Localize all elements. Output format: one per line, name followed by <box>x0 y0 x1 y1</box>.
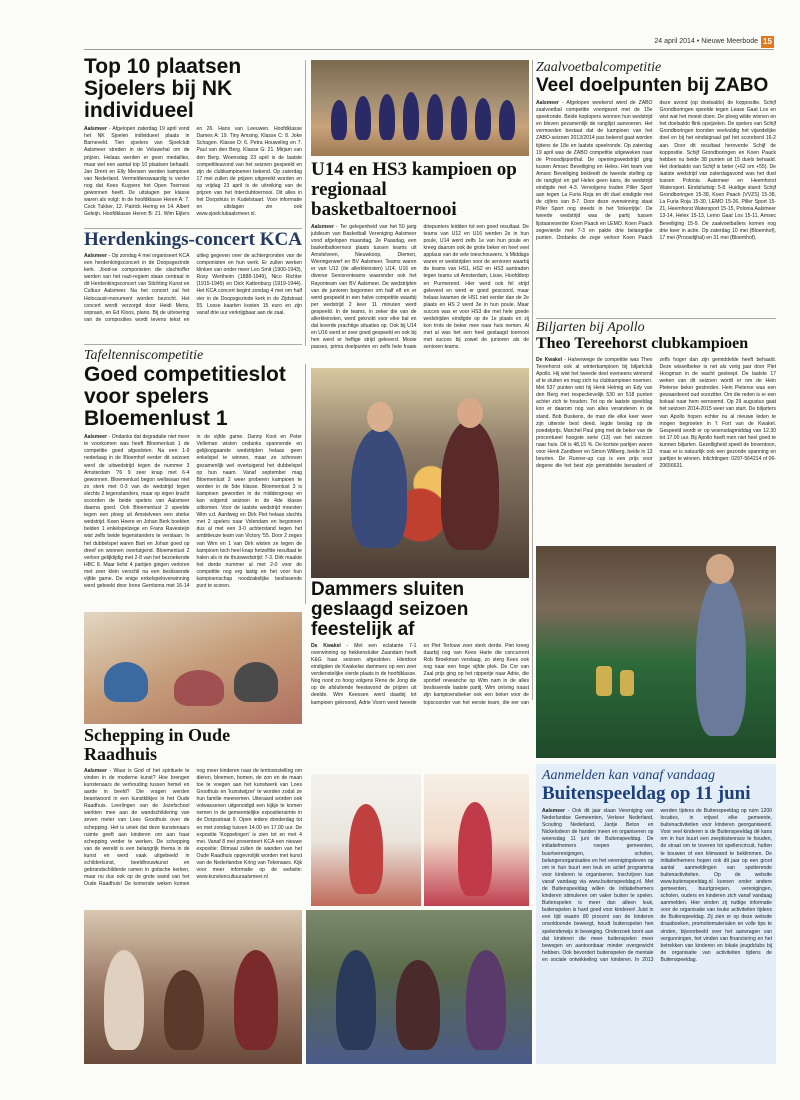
article-tafeltennis <box>84 348 302 608</box>
dammers-photo <box>311 368 529 578</box>
buitenspeeldag-photo-girl <box>424 774 529 906</box>
article-dammers <box>311 579 529 706</box>
schepping-photo-painting <box>311 774 421 906</box>
article-biljarten <box>536 320 776 542</box>
body-text: - Ter gelegenheid van het 50 jarig jubileum van Basketball Vereniging Aalsmeer vond afgelopen maandag, 2e Paasdag, een basketbaltoernooi plaats tussen teams uit Amstelveen, Nieuwkoop, Diemen, Wieringerwerf en BV Aalsmeer. Teams waren er van U12 (de allerkleinsten) U14, U16 en diverse Seniorenteams waaronder ook het Rayonteam van BV Aalsmeer. De wedstrijden van de junioren begonnen om half elf en er werd gespeeld in een halve competitie waarbij per wedstrijd 2 keer 11 minuten werd gespeeld. In de teams, in zeker die van de allerkleinsten, werd geknokt voor elke bal en dat leverde prachtige situaties op. Ook bij U14 en U16 werd er zeer goed gespeeld en ook bij hen werd er heftige strijd geleverd. Mooie passes, prima doelpunten en zelfs hele fraaie driepunters leidden tot een goed resultaat. De teams van U12 en U16 werden 2e in hun poule, U14 werd zelfs 1e van hun poule en kreeg daarom ook de grote beker en heel veel applaus van de vele toeschouwers. 's Middags waren er wedstrijden voor de senioren waarbij de teams van HS1, HS2 en HS3 aantraden tegen teams uit Amsterdam, Lisse, Hoofddorp en Purmerend. Hier werd ook fel strijd geleverd en werd er goed gescoord, maar helaas kwamen de HS1 niet verder dan de 2e plaats en HS 2 werd 3e in hun poule. Maar succes was er voor HS3 die met hele goede wedstrijden eindigde op de 1e plaats en zij kon trots de beker mee naar huis nemen. Al met al was het een heel geslaagd toernooi met succes bij zowel de junioren als de senioren teams. <box>311 223 529 351</box>
body-text: - Op zondag 4 mei organiseert KCA een herdenkingsconcert in de Doopsgezinde kerk. Jood-se componisten die slachtoffer werden van het nazi-regiem staan centraal in dit Herdenkingsconcert van Stichting Kunst en Cultuur Aalsmeer. Na het concert zal het Holocaust-monument worden bezocht. Het concert wordt verzorgd door Heidi Mens, sopraan, en Ed Kloos, piano. Bij de uitvoering van de composities wordt tevens tekst en uitleg gegeven over de achtergronden van de componisten en hun werk. Er zullen werken klinken van onder meer Leo Smit (1900-1943), Rosy Wertheim (1888-1949), Nico Richter (1915-1945) en Dick Kattenburg (1919-1944). Het KCA concert begint zondag 4 mei om half vier in de Doopsgezinde kerk in de Zijdstraat 55. Losse kaarten kosten 15 euro en zijn vanaf drie uur verkrijgbaar aan de zaal. <box>84 252 302 323</box>
body-text: - Ook dit jaar slaan Vereniging van Nederlandse Gemeenten, Verkeer Nederland, Scouting Nederland, Jantje Beton en Nickelodeon de handen ineen en organiseren op woensdag 11 juni de Buitenspeeldag. De initiatiefnemers roepen gemeenten, buurtverenigingen, scholen, belangenorganisaties en het verenigingsleven op om in hun buurt een leuk en actief programma voor kinderen te organiseren. Inschrijven kan vanaf vandaag via www.buitenspeeldag.nl. Met de Buitenspeeldag willen de initiatiefnemers kinderen stimuleren om vaker buiten te spelen. Buitenspelen is meer dan alleen leuk, buitenspelen is hard goed voor kinderen! Juist in een tijd waarin 80 procent van de kinderen onvoldoende beweegt, houdt buitenspelen hen spelenderwijs in beweging. Onderzoek toont aan dat kinderen die meer buitenspelen meer bewegen en aantoonbaar minder overgewicht hebben. Ook bevordert buitenspelen de mentale en sociale ontwikkeling van kinderen. In 2013 werden tijdens de Buitenspeeldag op ruim 1200 locaties, in vrijwel elke gemeente, buitenactiviteiten voor kinderen georganiseerd. Voor veel kinderen is de Buitenspeeldag dé kans om in hun buurt een zeepkistenrace te houden, de straat om te toveren tot spellencircuit, hutten te bouwen of een klimwand te beklimmen. De initiatiefnemers hopen ook dit jaar op een groot aantal aanmeldingen van spetterende buitenactiviteiten. Op de website www.buitenspeeldag.nl kunnen onder andere gemeenten, buurtgroepen, verenigingen, scholen, ouders en kinderen zich vanaf vandaag aanmelden. Hier vinden zij nuttige informatie voor de organisatie van leuke activiteiten tijdens de Buitenspeeldag. Zij zien er op deze website draaiboeken, promotiematerialen en volle tips te vinden, bijvoorbeeld over het aanvragen van vergunningen, het vinden van financiering en het betrekken van kinderen en lokale jeugdclubs bij de organisatie van activiteiten tijdens de Buitenspeeldag. <box>542 807 772 963</box>
billiards-photo <box>536 546 776 758</box>
basketball-team-photo <box>311 60 529 156</box>
body-text: - Waar is God of het spirituele te vinden in de moderne kunst? Hoe brengen kunstenaars de verhouding tussen hemel en aarde in beeld? Die vragen werden beantwoord in een kunstklikjes in het Oude Raadhuis. Leerlingen van de Jozefschool werkten mee aan de wandschildering van zeven meter van Loes Groothuis over de schepping. Het is uniek dat deze kunstenaars ruimte geeft aan kinderen om aan haar schepping verder te werken. De schepping van de wereld is een belangrijk thema in de kunst en werd vaak uitgebeeld in schilderkunst, beeldhouwkunst en gebrandschilderde ramen in gotische kerken, maar nu dus ook op de grote wand van het Oude Raadhuis! De komende weken komen nog meer kinderen naar de tentoonstelling om dieren, bloemen, bomen, de zon en de maan toe te voegen aan het kunstwerk van Loes Groothuis en 'kunstwijzer' te worden zodat ze hun familie meenemen. Uiteraard worden ook volwassenen uitgenodigd een kijkje te komen nemen in de gemeentelijke expositieruimte in de Dorpsstraat 9. Open iedere donderdag tot en met zondag tussen 14.00 en 17.00 uur. De expositie 'Koppelingen' is zien tot en met 4 mei. Vanaf 8 mei presenteert KCA een nieuwe expositie: Ditmaal zullen de wanden van het Oude Raadhuis opgevrolijkt worden met kunst van de Nederlandse Kring van Tekenaars. Kijk voor meer informatie op de website: www.kunstencultuuraalsmeer.nl <box>84 767 302 888</box>
dateline: Aalsmeer <box>84 126 107 133</box>
article-body <box>536 357 776 529</box>
body-text: - Afgelopen zaterdag 19 april vond het NK Sjoelen individueel plaats in Barneveld. Tien sjoelers van Sjoelclub Aalsmeer streden in de Veluwehal om de prijzen. Helaas werden er geen medailles, maar wel een aantal top 10 plaatsen behaald. Jan Drent en Elly Mensen werden kampioen van Nederland. Vermeldenswaardig is verder nog dat Kees Kuypers het Open Toernooi gewonnen heeft. De uitslagen per klasse waren als volgt: In de hoofdklasse Heren A: 7. Cock Tukker, 12. Patrick Hering en 14. Albert Geleijn. Hoofdklasse Heren B: 21. Wim Eijlers en 26. Hans van Leeuwen. Hoofdklasse Dames A: 19. Tiny Amsing. Klasse C: 8. Joke Schagen. Klasse D: 6. Petra Houweling en 7. Paul van den Berg. Klasse G: 21. Mirjam van den Berg. Woensdag 23 april is de laatste competitieavond van het seizoen gespeeld en zijn de clubkampioenen bekend. Op zaterdag 17 mei zullen de prijzen uitgereikt worden en op vrijdag 23 april is de uitreiking van de prijzen van het Interclubtoernooi. Dit alles in het Dorpshuis in Kudelstaart. Voor informatie en uitslagen zie ook www.sjoelclubaalsmeer.nl. <box>84 126 302 218</box>
dateline: Aalsmeer <box>84 434 107 441</box>
dateline: Aalsmeer <box>84 252 107 259</box>
article-body <box>311 224 529 374</box>
buitenspeeldag-photo-kids <box>306 910 532 1064</box>
article-body <box>311 643 529 707</box>
body-text: - Halverwege de competitie was Theo Tereehorst ook al winterkampioen bij biljartclub Apollo. Hij wist het tweede deel eveneens winnend af te sluiten en mag zich nu clubkampioen noemen. Met 537 punten wist hij Henk Helmig en Edy van den Berg met respectievelijk 530 en 518 punten achter zich te houden. Tot op de laatste speeldag kon er daarom nog van alles veranderen in de stand. Bob Buskens, de man die elke keer weer zijn uiterste best deed, legde beslag op de poedelprijs. Marchel Paul ging met de beker van de procentueel hoogste serie (13) van het seizoen naar huis. Dit is 48,15 %. De kortste partijen waren voor Henk Zandbeer en Simon Wilberg, beide in 13 beurten. De Runner-up cup is een prijs voor degene die het best zijn gemiddelde benaderd of zelfs hoger dan zijn gemiddelde heeft behaald. Deze wisselbeker is net als vorig jaar door Piet Hoogman in de wacht gesleept. De laatste 17 weken van dit seizoen wordt er om de Hein Pieterse beker gestreden. Hein Pieterse was een gewaardeerd oud voorzitter. Om die reden is er een bokaal naar hem vernoemd. Op 29 augustus gaat het seizoen 2014-2015 weer van start. De biljarters van Apollo hopen echter nu al nieuwe leden te mogen begroeten in 't Fort van de Kwakel. Gespeeld wordt er op woensdagmiddag van 12.30 tot 17.00 uur. Bij Apollo heeft men niet heel goed te kunnen biljarten. Gezelligheid speelt de boventoon, maar er is natuurlijk ook een gezonde spanning en partijen te winnen. Inlichtingen: 0297-564214 of 06-20656631. <box>536 356 776 470</box>
headline: Top 10 plaatsen Sjoelers bij NK individueel <box>84 55 242 123</box>
article-body <box>84 434 302 630</box>
dateline: Aalsmeer <box>542 807 565 814</box>
article-sjoelers <box>84 56 302 226</box>
headline: Goed competitieslot voor spelers Bloemenlust 1 <box>84 363 286 431</box>
schepping-photo-children <box>84 910 302 1064</box>
headline: Theo Tereehorst clubkampioen <box>536 335 749 352</box>
article-body <box>542 808 772 1056</box>
article-buitenspeeldag <box>542 768 772 1062</box>
divider <box>305 60 306 346</box>
headline: U14 en HS3 kampioen op regionaal basketbaltoernooi <box>311 159 517 220</box>
dateline: Aalsmeer <box>536 99 559 106</box>
page-header <box>0 36 800 52</box>
article-body <box>84 768 302 912</box>
headline: Herdenkings-concert KCA <box>84 229 302 250</box>
dateline: Aalsmeer <box>311 223 334 230</box>
divider <box>305 364 306 604</box>
divider <box>84 344 302 345</box>
page-date: 24 april 2014 • Nieuwe Meerbode <box>654 38 758 45</box>
article-herdenkingsconcert <box>84 230 302 346</box>
schepping-photo-wall <box>84 612 302 724</box>
kicker: Aanmelden kan vanaf vandaag <box>542 768 716 783</box>
headline: Schepping in Oude Raadhuis <box>84 725 231 764</box>
header-rule <box>84 49 774 50</box>
kicker: Tafeltenniscompetitie <box>84 348 204 363</box>
kicker: Biljarten bij Apollo <box>536 320 645 335</box>
article-schepping <box>84 726 302 906</box>
article-basketbal <box>311 160 529 360</box>
headline: Dammers sluiten geslaagd seizoen feestelijk af <box>311 579 469 640</box>
page-number: 15 <box>761 36 774 48</box>
article-zabo <box>536 60 776 318</box>
article-body <box>84 253 302 337</box>
headline: Veel doelpunten bij ZABO <box>536 75 769 96</box>
kicker: Zaalvoetbalcompetitie <box>536 60 662 75</box>
divider <box>536 318 776 319</box>
divider <box>532 60 533 700</box>
body-text: - Ondanks dat degradatie niet meer te voorkomen was heeft Bloemenlust 1 de competitie goed afgesloten. Na een 1-9 nederlaag in de Bloemhof eerder dit seizoen werd de uitwedstrijd tegen de nummer 3 Amsterdam '76 9 zeer knap met 6-4 gewonnen. Bloemenlust begon wellswaar niet zo sterk met 0-3 van de wedstrijd tegen slechts 2 tegenstanders, maar op eigen kracht scoorden de beide spelers van Aalsmeer daarna goed. Ook Bloemenlust 2 speelde tegen een ploeg uit Amstelveen een sterke wedstrijd. Koen Heere en Johan Berk boekten beiden 1 enkelspelzege en Frans Ravesteijn wist zelfs beide tegenstanders te verslaan. In het dubbelspel waren Bart en Johan goed op dreef en wonnen overtuigend. Bloemenlust 2 verloor gelijktijdig met 2-8 van het bezoekende HBC 8. Maar liefst 4 partijen gingen verloren met zeer klein verschil na een beslissende vijfde game. De enige enkelspeloverwinning werd geboekt door Irene Gerritsma met 16-14 in de vijfde game. Danny Koot en Peter Velleman wisten ondanks spannende en gelijkopgaande wedstrijden helaas geen enkelspel te winnen, maar ze schreven gezamenlijk wel overtuigend het dubbelspel op hun naam. Vanaf september mag Bloemenlust 2 weer proberen kampioen te worden in de 5de klasse. Bloemenlust 3 is kampioen geworden in de middengroep en kan volgend seizoen in de 4de klasse uitkomen. Voor de laatste wedstrijd moesten Wim v.d. Aardweg en Dirk Piet helaas slechts met 2 spelers naar Volendam en begonnen dus al met een 3-0 achterstand tegen het ambitieuze team van Victory '55. Door 2 zeges van Wim en 1 van Dirk wisten ze tegen de kampioen toch heel knap hetzelfde resultaat te halen als in de thuiswedstrijd: 7-3. Dirk maakte het derde nummer al met 2-0 voor de competitie nog erg lastig en het voor hun kampioenschap noodzakelijke beslissende punt te scoren. <box>84 434 302 590</box>
article-body <box>536 100 776 314</box>
headline: Buitenspeeldag op 11 juni <box>542 783 751 804</box>
body-text: - Met een eclatante 7-1 overwinning op hekkensluiter Zaandam heeft K&G haar seizoen afgesloten. Hierdoor eindigden de Kwakelse dammers op een zeer verdienstelijke vierde plaats in de hoofdklasse. Nog nooit zo hoog volgens Rene de Jong die op de afsluitende feestavond de prijzen uit deelde. Wim Keessen werd daarbij tot kampioen gekroond, Adrie Voorn werd tweede en Piet Terlouw zeer sterk derde. Piet kreeg daarbij nog van Kees Harte die concurrent Rob Broekman verslaag, zo sterg Kees ook nog naar een hoge vijfde plek. De Cor van Zaal prijs ging op het nippertje naar Adrie, die sportief reveanche op Wim nam in de alles beslissende laatste partij. Wim ontving naast zijn kampioensbeker ook een beker voor de topscoorder van het eerste team, die eer van <box>311 642 529 706</box>
dateline: Aalsmeer <box>84 767 107 774</box>
dateline: De Kwakel <box>536 356 563 363</box>
dateline: De Kwakel <box>311 642 341 649</box>
body-text: - Afgelopen weekend werd de ZABO zaalvoetbal competitie voortgezet met de 15e speelronde. Beide koplopers wonnen hun wedstrijd en bleven gezamenlijk de ranglijst aanvoeren. Het vermoeden bestaat dat de kampioen van het ZABO-seizoen 2013/2014 pas bekend gaat worden tijdens de 18e en laatste speelronde. Op zaterdag 19 april was de ZABO competitie uitgeweken naar de Proosdijsporthal. De openingswedstrijd ging tussen Amsec Beveiliging en Helex. Het team van Amsec Beveiliging bekleedt de tweede stelling op de ranglijst en gaf Helex geen kans, de wedstrijd eindigde met 4-3. Vervolgens traden Piller Sport aan tegen La Furia Roja en dit duel eindigde met de cijfers van 8-7. Door deze overwinning staat Piller Sport nog steeds in het 'linkerrijtje'. De tweede wedstrijd was de partij tussen lijstaanvoerder Koen Paack en LEMO. Koen Paack zegevierde met 7-3 en pakte drie belangrijke punten. Ondanks de zege verloor Koen Paack deze avond (op doelsaldo) de koppositie. Schijf Grondboringen speelde tegen Lease Gaat Los en wist wat het moest doen. De ploeg wilde winnen en het doelsaldo flink opvijzelen. De spelers van Schijf Grondboringen toonden veelvuldig het vijandelijke doel en bij het eindsignaal gaf het scorebord 16-2 aan. Door dit resultaat heroverde Schijf de koppositie. Schijf Grondboringen en Koen Paack hebben nu beide 38 punten uit 15 duels behaald. Het doelsaldo van Schijf is beter (+62 om +55). De laatste wedstrijd van zaterdagavond was het duel tussen Polonia Aalsmeer en Heemhorst Watersport. Eindsiluitsig: 5-8. Huidige stand: Schijf Grondboringen 15-38, Koen Paack (VVZS) 15-38, La Furia Roja 15-30, LEMO 15-26, Piller Sport 15-21, Heemhorst Watersport 15-15, Polonia Aalsmeer 13-14, Helex 15-13, Lemo Gaat Los 15-11, Amsec Beveiliging 15-9. De zaalvoetballers komen nog drie keer in actie. Op zaterdag 10 mei (Bloemhof), 17 mei (Proosdijhal) en 31 mei (Bloemhof). <box>536 99 776 241</box>
